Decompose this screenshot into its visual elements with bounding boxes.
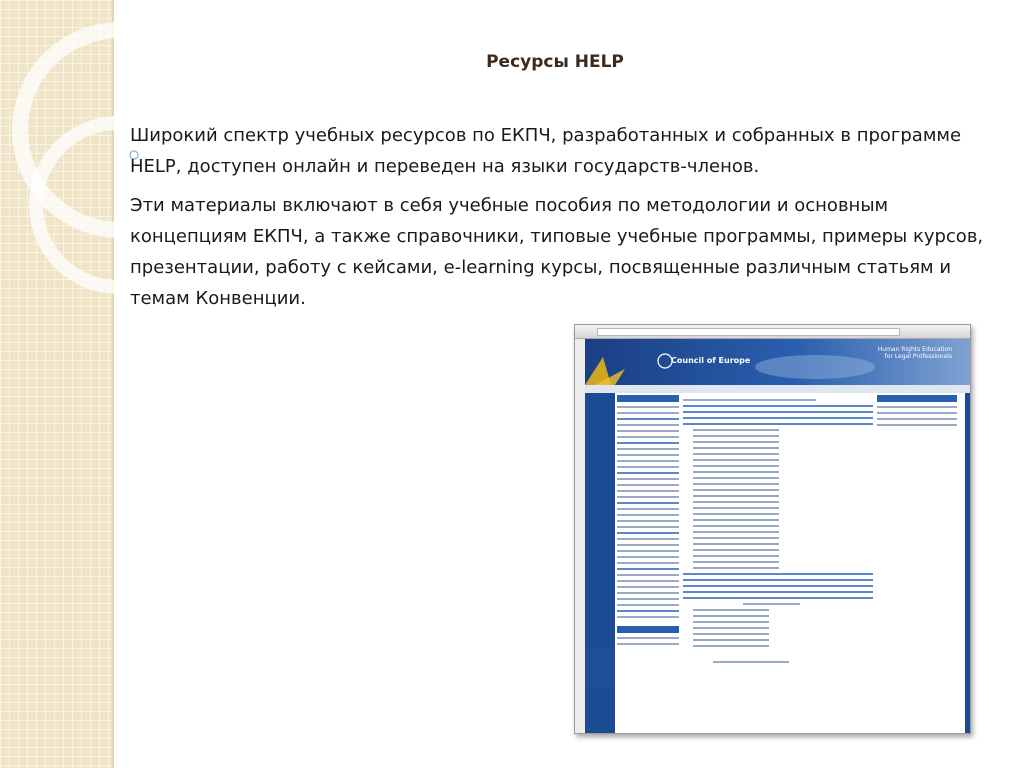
website-right-box [877,395,957,455]
website-content [615,393,965,733]
slide-title: Ресурсы HELP [486,52,624,72]
program-name: Human Rights Education for Legal Professionals [877,346,952,360]
website-page [585,339,970,733]
org-name: Council of Europe [671,356,751,365]
browser-toolbar [575,325,970,339]
paragraph-resources: Широкий спектр учебных ресурсов по ЕКПЧ, разработанных и собранных в программе HELP, доступен онлайн и переведен на языки государств-членов. [130,125,962,177]
council-of-europe-logo-icon [658,354,672,368]
help-website-screenshot [574,324,971,734]
address-bar [597,328,900,336]
website-banner [585,339,970,385]
website-course-list [683,395,873,725]
website-footer-logo [585,649,615,689]
website-navbar [585,385,970,393]
paragraph-materials: Эти материалы включают в себя учебные пособия по методологии и основным концепциям ЕКПЧ, а также справочники, типовые учебные программы, примеры курсов, презентации, работу с кейсами, e-learning курсы, посвященные различным статьям и темам Конвенции. [130,195,984,309]
website-left-menu [617,395,679,695]
